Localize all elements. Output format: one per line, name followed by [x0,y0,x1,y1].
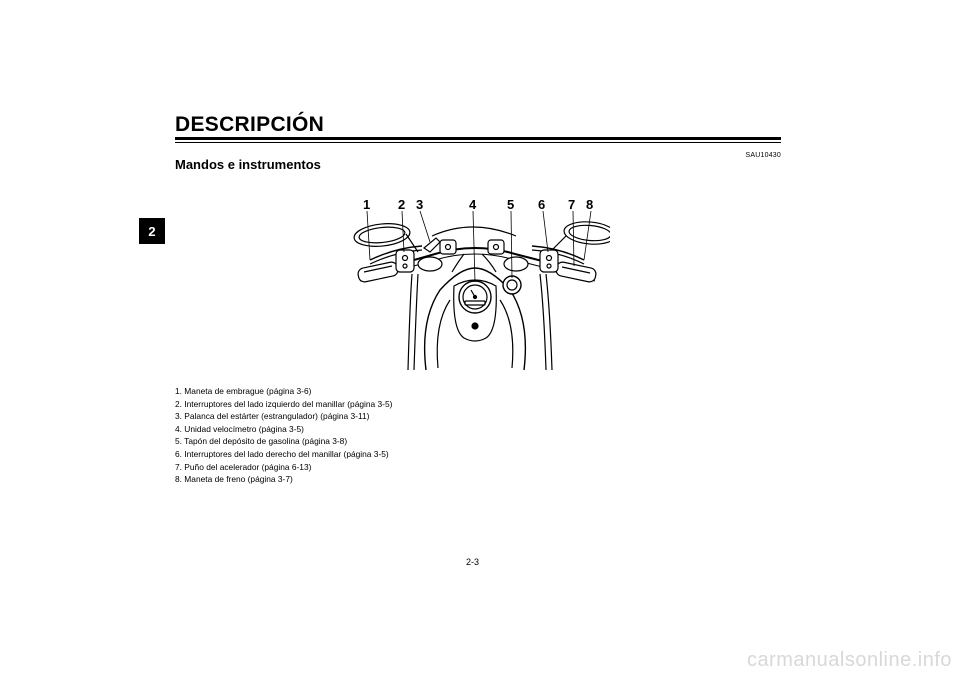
legend-item: 6. Interruptores del lado derecho del manillar (página 3-5) [175,448,389,459]
callout-1: 1 [363,197,371,212]
watermark: carmanualsonline.info [746,649,952,671]
subsection-title: Mandos e instrumentos [175,157,321,172]
right-mirror [550,220,610,252]
callout-2: 2 [398,197,406,212]
legend-item: 4. Unidad velocímetro (página 3-5) [175,423,304,434]
callout-8: 8 [586,197,594,212]
callout-3: 3 [416,197,424,212]
callout-6: 6 [538,197,546,212]
handlebar-illustration [340,190,610,372]
legend-item: 1. Maneta de embrague (página 3-6) [175,386,312,396]
legend-item: 8. Maneta de freno (página 3-7) [175,474,293,485]
callout-7: 7 [568,197,576,212]
component-legend [175,385,392,486]
document-code: SAU10430 [745,152,781,159]
chapter-tab: 2 [139,218,165,244]
legend-item: 5. Tapón del depósito de gasolina (página 3-8) [175,436,348,447]
section-title: DESCRIPCIÓN [175,113,325,136]
legend-item: 7. Puño del acelerador (página 6-13) [175,461,312,472]
callout-5: 5 [507,197,515,212]
title-rule-thin [175,142,781,143]
legend-item: 2. Interruptores del lado izquierdo del manillar (página 3-5) [175,398,393,409]
title-rule-thick [175,137,781,140]
page-number: 2-3 [466,557,480,567]
callout-4: 4 [469,197,477,212]
legend-item: 3. Palanca del estárter (estrangulador) (página 3-11) [175,411,370,422]
